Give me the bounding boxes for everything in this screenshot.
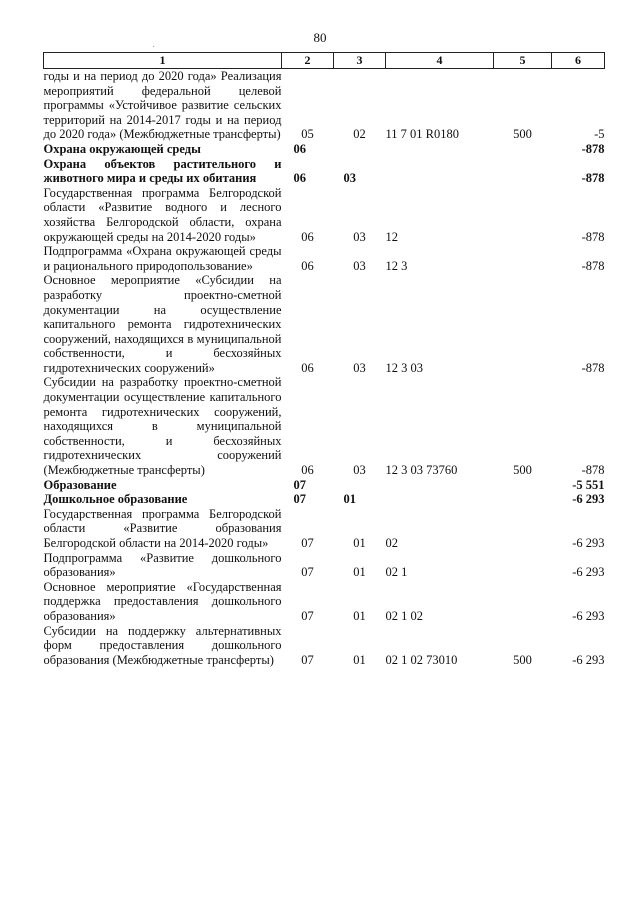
- row-target-code: 02: [385, 536, 398, 550]
- row-amount: -878: [581, 463, 605, 478]
- table-row: [44, 580, 605, 624]
- row-expense-type: [494, 551, 552, 580]
- row-target-code: [386, 478, 494, 493]
- row-name: Государственная программа Белгородской области «Развитие водного и лесного хозяйства Белгородской области, охрана окружающей среды на 2014-2020 годы»: [43, 185, 282, 244]
- row-target-code: 02 1 02 73010: [385, 652, 458, 667]
- row-subsection: 01: [353, 608, 366, 623]
- row-name: Подпрограмма «Развитие дошкольного образования»: [43, 550, 282, 580]
- row-target-code: 12 3 03: [385, 360, 423, 375]
- table-row: [44, 478, 605, 493]
- row-target-code: [386, 492, 494, 507]
- row-section: 07: [293, 492, 306, 507]
- column-header: 2: [282, 53, 334, 69]
- table-row: [44, 69, 605, 142]
- row-subsection: 01: [353, 652, 366, 667]
- row-target-code: 02 1 02: [385, 608, 423, 623]
- table-header-row: [44, 53, 605, 69]
- column-header: 1: [44, 53, 282, 69]
- row-expense-type: [494, 492, 552, 507]
- row-name: Субсидии на поддержку альтернативных форм предоставления дошкольного образования (Межбюджетные трансферты): [43, 623, 282, 667]
- row-subsection: 01: [353, 536, 366, 550]
- row-section: 06: [301, 360, 314, 375]
- row-expense-type: 500: [513, 652, 532, 667]
- row-expense-type: [494, 142, 552, 157]
- table-row: [44, 244, 605, 273]
- row-subsection: 03: [353, 258, 366, 273]
- row-expense-type: 500: [513, 463, 532, 478]
- row-amount: -878: [581, 171, 605, 186]
- row-amount: -6 293: [572, 492, 605, 507]
- row-amount: -878: [581, 360, 605, 375]
- row-expense-type: [494, 186, 552, 244]
- row-target-code: 12: [385, 229, 398, 244]
- row-expense-type: [494, 507, 552, 551]
- row-section: 07: [301, 608, 314, 623]
- row-name: Государственная программа Белгородской области «Развитие образования Белгородской области на 2014-2020 годы»: [43, 506, 282, 550]
- row-section: 06: [301, 258, 314, 273]
- row-section: 06: [301, 229, 314, 244]
- row-name: Образование: [43, 477, 117, 492]
- row-name: Дошкольное образование: [43, 492, 188, 507]
- table-row: [44, 492, 605, 507]
- row-subsection: [334, 142, 386, 157]
- row-section: 06: [293, 141, 306, 156]
- page-number: 80: [313, 30, 327, 45]
- row-subsection: [334, 478, 386, 493]
- column-header: 6: [552, 53, 605, 69]
- column-header: 3: [334, 53, 386, 69]
- table-row: [44, 186, 605, 244]
- row-subsection: 03: [343, 171, 356, 186]
- row-amount: -6 293: [572, 536, 605, 550]
- row-target-code: 11 7 01 R0180: [385, 127, 459, 142]
- row-target-code: 12 3: [385, 258, 408, 273]
- table-body: [44, 69, 605, 668]
- budget-table: [43, 52, 605, 667]
- row-target-code: [386, 142, 494, 157]
- row-section: 07: [293, 477, 306, 492]
- row-subsection: 01: [353, 565, 366, 580]
- column-header: 5: [494, 53, 552, 69]
- row-name: Субсидии на разработку проектно-сметной документации осуществление капитального ремонта гидротехнических сооружений, находящихся в муниципальной собственности, и бесхозяйных гидротехнических сооружений (Межбюджетные трансферты): [43, 375, 282, 478]
- scan-speck: ·: [152, 42, 156, 53]
- row-expense-type: [494, 580, 552, 624]
- row-amount: -878: [581, 141, 605, 156]
- row-subsection: 02: [353, 127, 366, 142]
- row-name: Охрана объектов растительного и животного мира и среды их обитания: [43, 156, 282, 186]
- row-amount: -6 293: [572, 565, 605, 580]
- table-row: [44, 507, 605, 551]
- row-expense-type: [494, 244, 552, 273]
- row-section: 06: [293, 171, 306, 186]
- row-expense-type: 500: [513, 127, 532, 142]
- row-section: 07: [301, 652, 314, 667]
- row-section: 05: [301, 127, 314, 142]
- table-row: [44, 273, 605, 375]
- row-subsection: 03: [353, 229, 366, 244]
- row-target-code: [386, 157, 494, 186]
- row-subsection: 03: [353, 463, 366, 478]
- row-section: 06: [301, 463, 314, 478]
- column-header: 4: [386, 53, 494, 69]
- row-subsection: 01: [343, 492, 356, 507]
- row-name: Основное мероприятие «Субсидии на разработку проектно-сметной документации на осуществление капитального ремонта гидротехнических сооружений, находящихся в муниципальной собственности, и бесхозяйных гидротехнических сооружений»: [43, 273, 282, 375]
- row-amount: -6 293: [572, 608, 605, 623]
- row-name: Основное мероприятие «Государственная поддержка предоставления дошкольного образования»: [43, 579, 282, 623]
- row-amount: -878: [581, 258, 605, 273]
- row-section: 07: [301, 565, 314, 580]
- row-amount: -5: [594, 127, 605, 142]
- table-row: [44, 157, 605, 186]
- table-row: [44, 375, 605, 477]
- row-expense-type: [494, 157, 552, 186]
- table-row: [44, 624, 605, 668]
- table-row: [44, 142, 605, 157]
- row-name: Подпрограмма «Охрана окружающей среды и рационального природопользование»: [43, 244, 282, 273]
- row-target-code: 12 3 03 73760: [385, 463, 458, 478]
- row-subsection: 03: [353, 360, 366, 375]
- row-section: 07: [301, 536, 314, 550]
- row-target-code: 02 1: [385, 565, 408, 580]
- row-name: годы и на период до 2020 года» Реализация мероприятий федеральной целевой программы «Устойчивое развитие сельских территорий на 2014-2017 годы и на период до 2020 года» (Межбюджетные трансферты): [43, 69, 282, 142]
- row-expense-type: [494, 478, 552, 493]
- row-amount: -878: [581, 229, 605, 244]
- row-name: Охрана окружающей среды: [43, 141, 201, 156]
- row-amount: -6 293: [572, 652, 605, 667]
- row-amount: -5 551: [572, 477, 605, 492]
- table-row: [44, 551, 605, 580]
- row-expense-type: [494, 273, 552, 375]
